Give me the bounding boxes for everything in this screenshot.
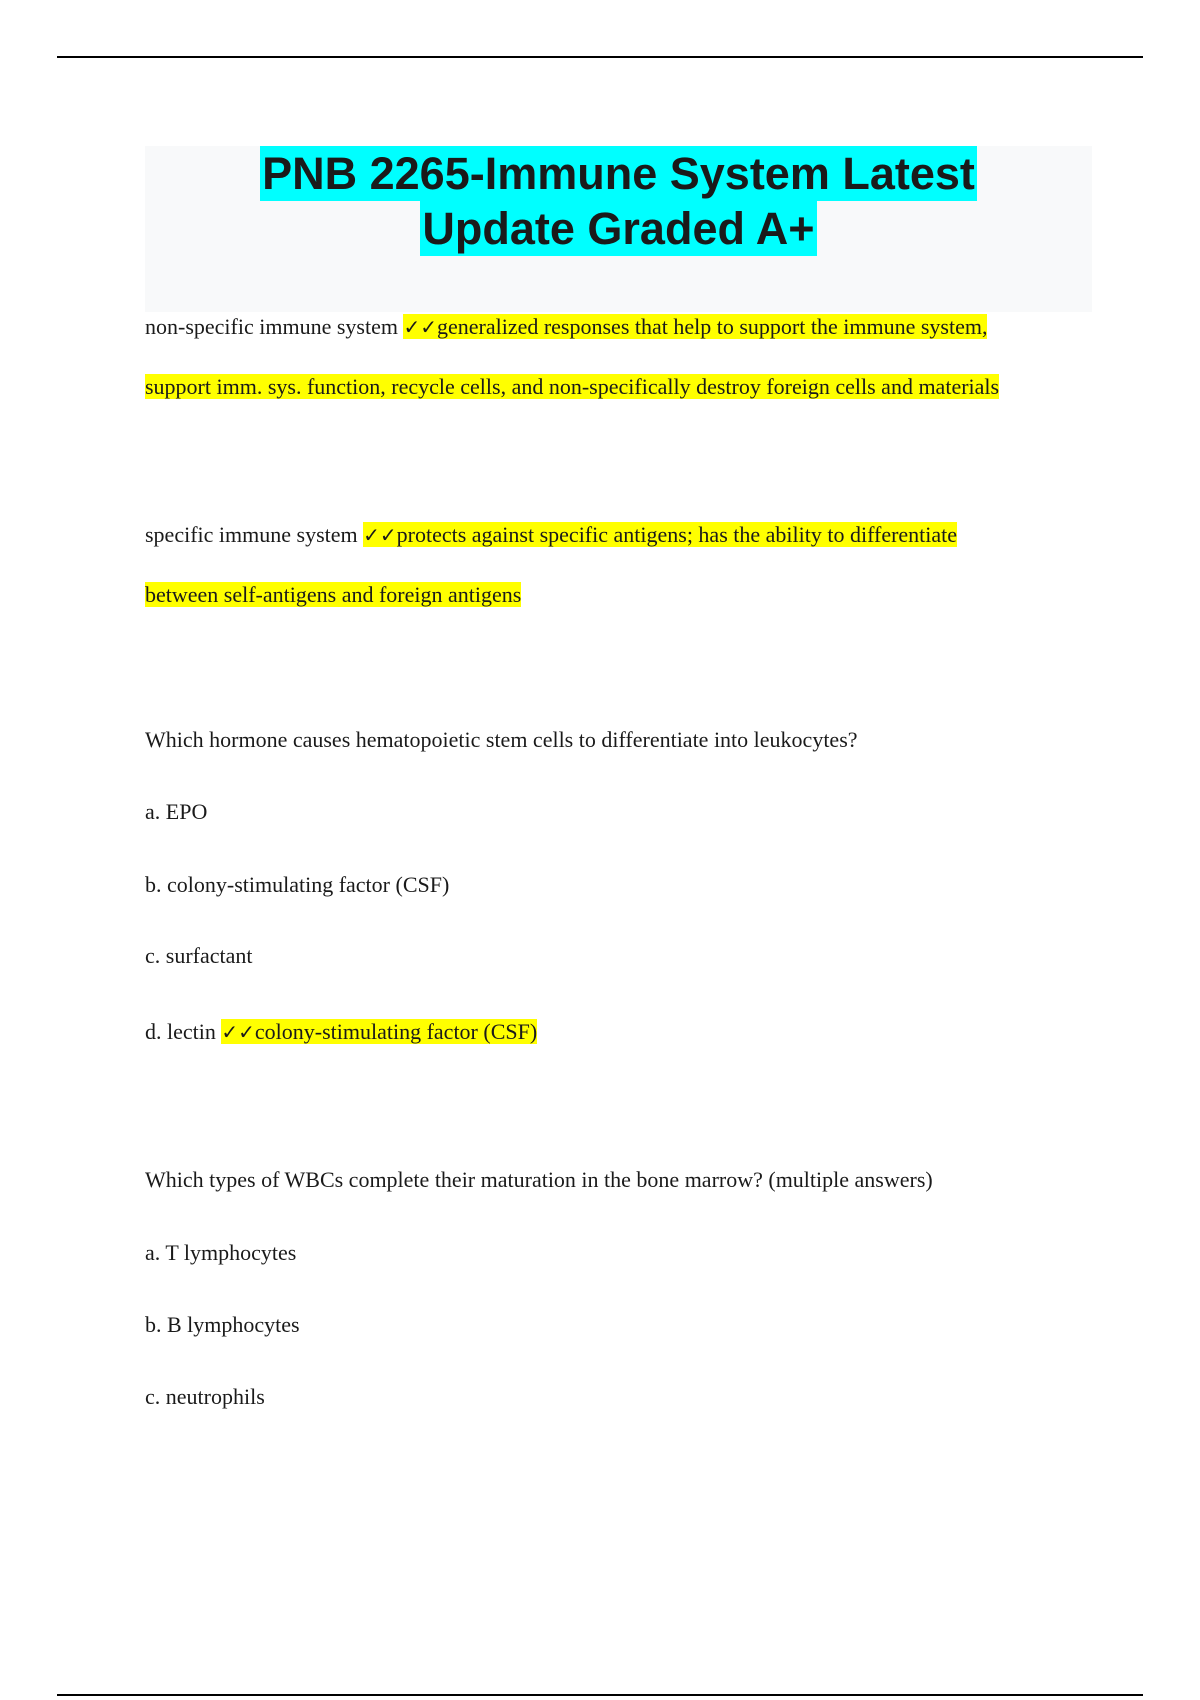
term-specific: specific immune system (145, 522, 358, 547)
q2-option-c: c. neutrophils (145, 1384, 265, 1409)
answer-specific-line2: between self-antigens and foreign antigens (145, 582, 522, 607)
answer-text: generalized responses that help to support the immune system, (436, 314, 988, 339)
q1-option-a: a. EPO (145, 799, 208, 824)
answer-nonspecific-line1 (403, 314, 987, 339)
q1-option-b: b. colony-stimulating factor (CSF) (145, 872, 450, 897)
title-block (145, 146, 1092, 312)
q1-answer (221, 1019, 537, 1044)
answer-nonspecific-line2: support imm. sys. function, recycle cells, and non-specifically destroy foreign cells and materials (145, 374, 1000, 399)
question-1: Which hormone causes hematopoietic stem cells to differentiate into leukocytes? (145, 727, 858, 752)
bottom-rule (57, 1694, 1143, 1696)
term-nonspecific: non-specific immune system (145, 314, 398, 339)
check-icon: ✓✓ (363, 523, 397, 547)
q1-option-d (145, 1019, 537, 1045)
item-specific-line2 (145, 582, 521, 608)
answer-specific-line1 (363, 522, 957, 547)
check-icon: ✓✓ (221, 1020, 255, 1044)
question-2: Which types of WBCs complete their maturation in the bone marrow? (multiple answers) (145, 1167, 933, 1192)
item-specific-line1 (145, 522, 957, 548)
q2-option-a: a. T lymphocytes (145, 1240, 297, 1265)
item-nonspecific-line1 (145, 314, 987, 340)
q1-option-c: c. surfactant (145, 943, 253, 968)
answer-text: colony-stimulating factor (CSF) (254, 1019, 538, 1044)
item-nonspecific-line2 (145, 374, 999, 400)
title-line-1: PNB 2265-Immune System Latest (262, 148, 975, 199)
check-icon: ✓✓ (403, 315, 437, 339)
answer-text: protects against specific antigens; has the ability to differentiate (396, 522, 958, 547)
q1-option-d-label: d. lectin (145, 1019, 216, 1044)
q2-option-b: b. B lymphocytes (145, 1312, 300, 1337)
top-rule (57, 56, 1143, 58)
title-line-2: Update Graded A+ (422, 203, 815, 254)
